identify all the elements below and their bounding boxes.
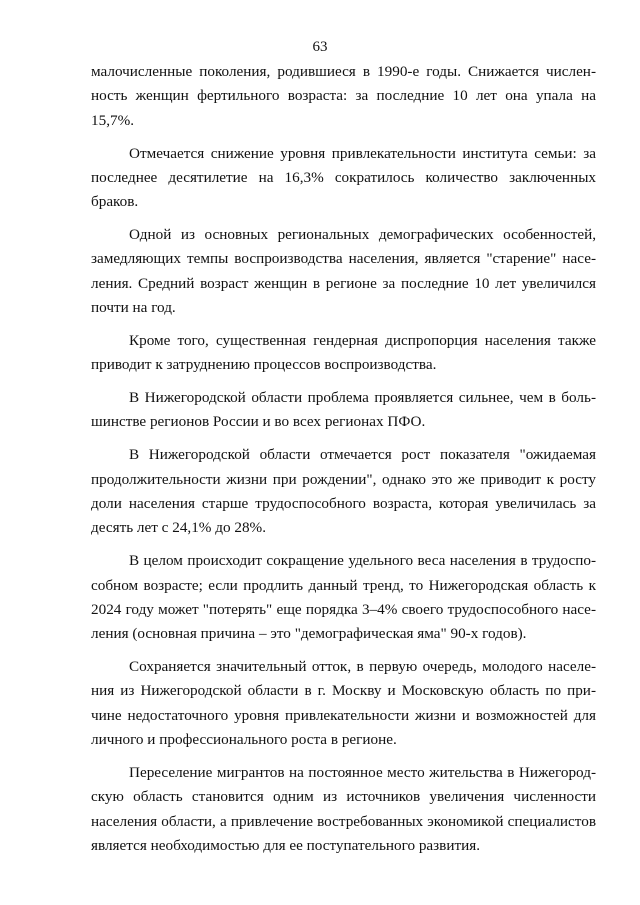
paragraph-gender-disproportion: Кроме того, существенная гендерная диспропорция населения также приводит к затруднению процессов воспроизводства. — [91, 331, 596, 374]
paragraph-regional-comparison: В Нижегородской области проблема проявляется сильнее, чем в большинстве регионов России и во всех регионах ПФО. — [91, 389, 596, 431]
paragraph-population-aging: Одной из основных региональных демографических особенностей, замедляющих темпы воспроизводства населения, является "старение" населения. Средний возраст женщин в регионе за последние 10 лет увеличился почти на год. — [91, 226, 596, 317]
paragraph-working-age-decline: В целом происходит сокращение удельного веса населения в трудоспособном возрасте; если продлить данный тренд, то Нижегородская область к 2024 году может "потерять" еще порядка 3–4% своего трудоспособного населения (основная причина – это "демографическая яма" 90-х годов). — [91, 552, 596, 643]
paragraph-life-expectancy: В Нижегородской области отмечается рост показателя "ожидаемая продолжительности жизни при рождении", однако это же приводит к росту доли населения старше трудоспособного возраста, которая увеличилась за десять лет с 24,1% до 28%. — [91, 446, 596, 537]
page-number: 63 — [312, 39, 328, 55]
paragraph-youth-outflow: Сохраняется значительный отток, в первую очередь, молодого населения из Нижегородской области в г. Москву и Московскую область по причине недостаточного уровня привлекательности жизни и возможностей для личного и профессионального роста в регионе. — [91, 658, 596, 749]
paragraph-continued: малочисленные поколения, родившиеся в 1990-е годы. Снижается численность женщин фертильного возраста: за последние 10 лет она упала на 15,7%. — [91, 63, 596, 129]
paragraph-family-institution: Отмечается снижение уровня привлекательности института семьи: за последнее десятилетие на 16,3% сократилось количество заключенных браков. — [91, 144, 596, 211]
document-body — [91, 60, 596, 859]
paragraph-migrant-resettlement: Переселение мигрантов на постоянное место жительства в Нижегородскую область становится одним из источников увеличения численности населения области, а привлечение востребованных экономикой специалистов является необходимостью для ее поступательного развития. — [91, 763, 596, 855]
